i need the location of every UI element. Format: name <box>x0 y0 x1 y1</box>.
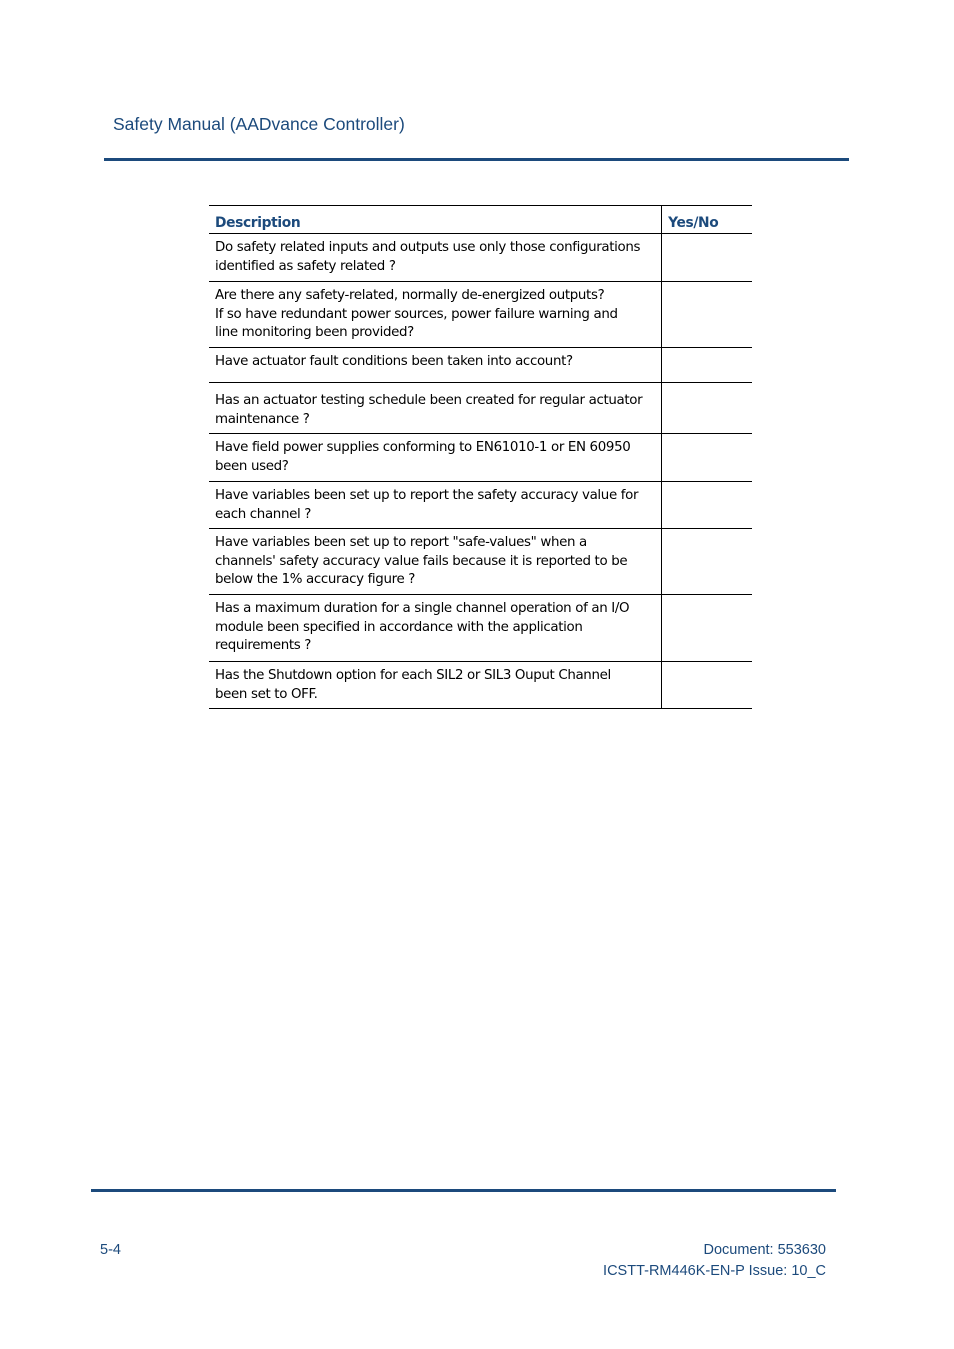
page-number: 5-4 <box>100 1242 121 1258</box>
description-line: If so have redundant power sources, power failure warning and <box>215 306 618 322</box>
row-answer-cell[interactable] <box>662 482 752 529</box>
description-line: been used? <box>215 458 289 474</box>
table-row <box>209 595 752 662</box>
description-line: Have actuator fault conditions been taken into account? <box>215 354 573 369</box>
description-line: Have variables been set up to report the safety accuracy value for <box>215 488 639 503</box>
row-description <box>209 383 662 434</box>
description-line: module been specified in accordance with the application <box>215 619 583 635</box>
table-row <box>209 383 752 434</box>
column-header-description: Description <box>209 206 662 234</box>
row-description <box>209 482 662 529</box>
description-line: below the 1% accuracy figure ? <box>215 572 415 587</box>
row-description <box>209 662 662 709</box>
description-line: channels' safety accuracy value fails because it is reported to be <box>215 553 628 569</box>
description-line: Do safety related inputs and outputs use only those configurations <box>215 240 641 255</box>
description-line: Have variables been set up to report "safe-values" when a <box>215 535 587 550</box>
footer-divider <box>91 1189 836 1192</box>
description-line: Has a maximum duration for a single channel operation of an I/O <box>215 601 630 616</box>
header-divider <box>104 158 849 161</box>
table-row <box>209 234 752 282</box>
table-header-row <box>209 206 752 234</box>
table-row <box>209 482 752 529</box>
issue-number: ICSTT-RM446K-EN-P Issue: 10_C <box>603 1263 826 1279</box>
row-answer-cell[interactable] <box>662 282 752 348</box>
row-description <box>209 234 662 282</box>
row-answer-cell[interactable] <box>662 234 752 282</box>
row-description <box>209 348 662 383</box>
table-row <box>209 282 752 348</box>
description-line: Have field power supplies conforming to EN61010-1 or EN 60950 <box>215 440 631 455</box>
table-row <box>209 434 752 482</box>
row-answer-cell[interactable] <box>662 434 752 482</box>
description-line: been set to OFF. <box>215 686 318 702</box>
table-row <box>209 662 752 709</box>
row-description <box>209 529 662 595</box>
description-line: requirements ? <box>215 638 312 653</box>
table-row <box>209 348 752 383</box>
row-description <box>209 434 662 482</box>
row-answer-cell[interactable] <box>662 348 752 383</box>
document-number: Document: 553630 <box>703 1242 826 1258</box>
row-description <box>209 595 662 662</box>
description-line: each channel ? <box>215 506 312 522</box>
description-line: Are there any safety-related, normally de-energized outputs? <box>215 288 605 303</box>
column-header-yes-no: Yes/No <box>662 206 752 234</box>
table-row <box>209 529 752 595</box>
description-line: maintenance ? <box>215 411 310 427</box>
description-line: identified as safety related ? <box>215 258 396 274</box>
row-answer-cell[interactable] <box>662 383 752 434</box>
page-header-title: Safety Manual (AADvance Controller) <box>113 114 405 134</box>
row-answer-cell[interactable] <box>662 595 752 662</box>
row-answer-cell[interactable] <box>662 662 752 709</box>
description-line: Has the Shutdown option for each SIL2 or SIL3 Ouput Channel <box>215 668 611 683</box>
row-description <box>209 282 662 348</box>
description-line: Has an actuator testing schedule been created for regular actuator <box>215 393 643 408</box>
safety-checklist-table <box>209 205 752 709</box>
row-answer-cell[interactable] <box>662 529 752 595</box>
description-line: line monitoring been provided? <box>215 325 414 340</box>
